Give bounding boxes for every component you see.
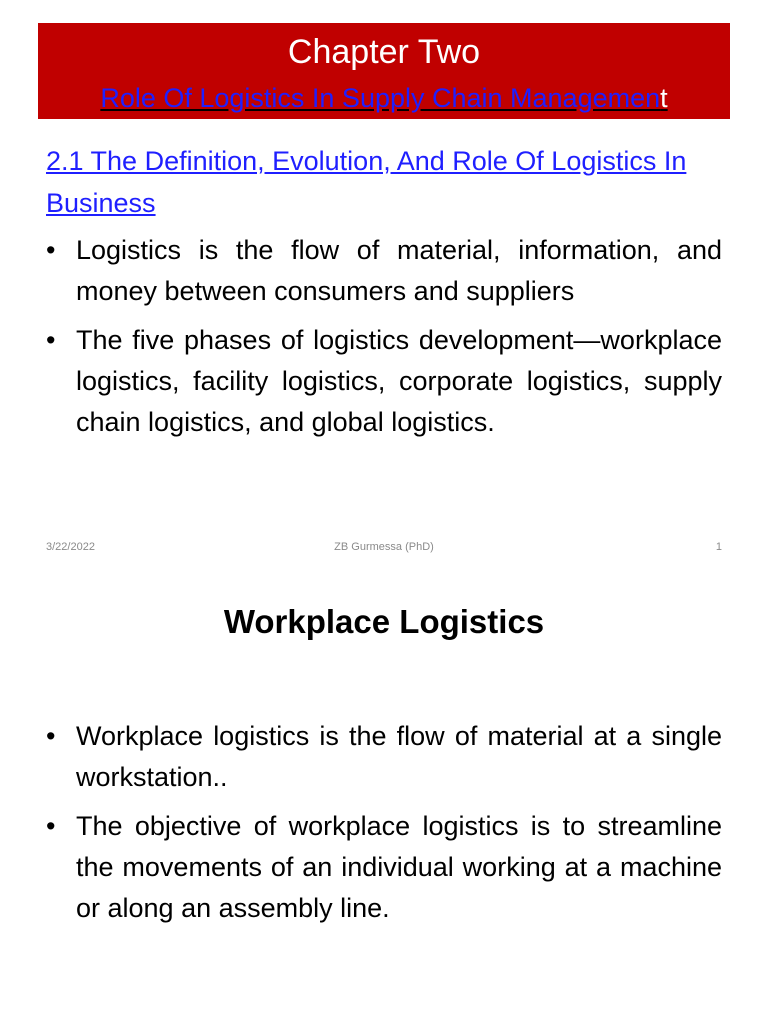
slide-1-bullet-list [46, 230, 722, 451]
chapter-header-band [38, 23, 730, 119]
bullet-item: • The objective of workplace logistics is to streamline the movements of an individual working at a machine or along an assembly line. [46, 806, 722, 929]
footer-author: ZB Gurmessa (PhD) [334, 541, 434, 553]
slide-2 [0, 580, 768, 1024]
footer-page-number: 1 [715, 541, 722, 553]
chapter-subtitle [38, 81, 730, 115]
bullet-item: • The five phases of logistics development—workplace logistics, facility logistics, corporate logistics, supply chain logistics, and global logistics. [46, 320, 722, 443]
slide-title: Workplace Logistics [223, 603, 545, 640]
bullet-item: • Workplace logistics is the flow of material at a single workstation.. [46, 716, 722, 798]
footer-date: 3/22/2022 [46, 541, 95, 553]
chapter-title: Chapter Two [287, 33, 481, 71]
section-heading-link[interactable]: 2.1 The Definition, Evolution, And Role Of Logistics In Business [46, 146, 687, 218]
slide-2-bullet-list [46, 716, 722, 937]
chapter-subtitle-link[interactable]: Role Of Logistics In Supply Chain Managemen [100, 83, 661, 113]
chapter-subtitle-tail: t [660, 83, 668, 113]
bullet-item: • Logistics is the flow of material, information, and money between consumers and suppliers [46, 230, 722, 312]
